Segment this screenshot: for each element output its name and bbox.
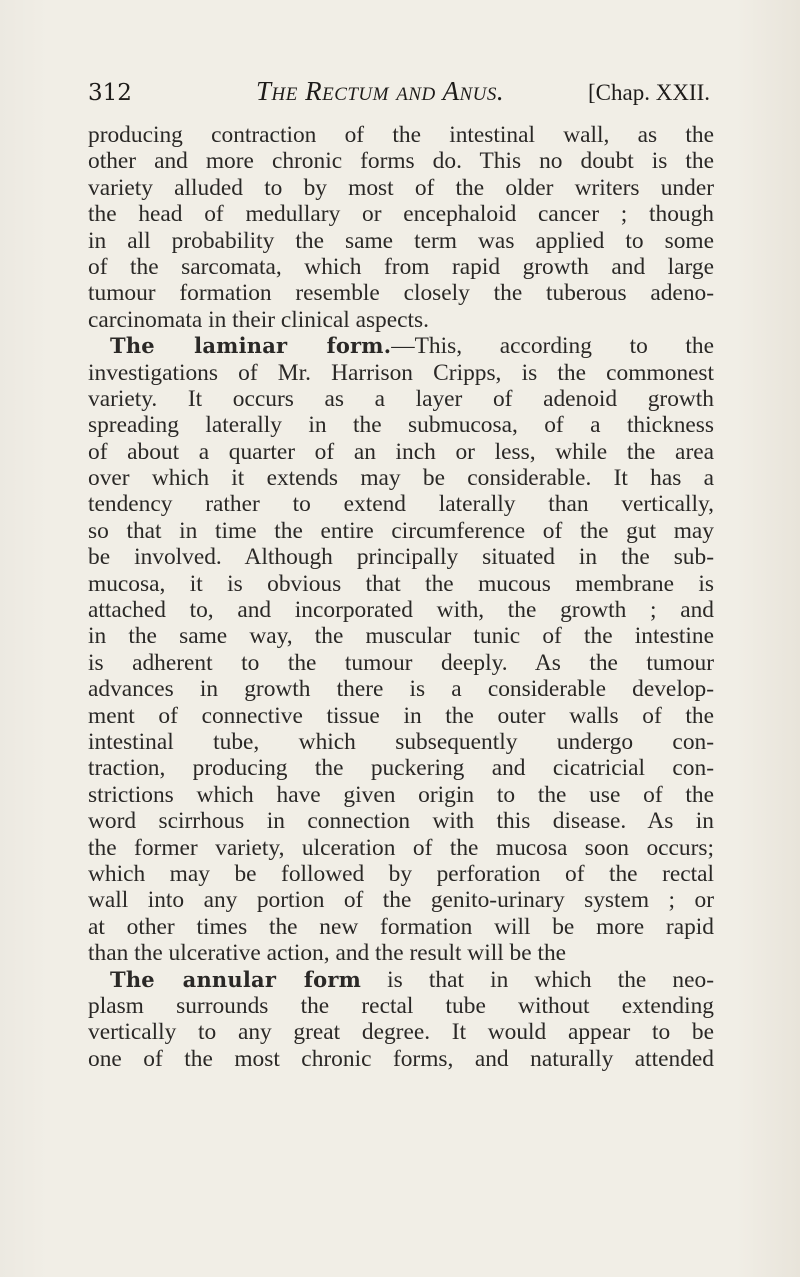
section-first-line-text: —This, according to the [391, 333, 715, 360]
section-first-line [88, 967, 714, 993]
text-line: spreading laterally in the submucosa, of a thickness [88, 412, 714, 439]
section-first-line-text: is that in which the neo- [361, 966, 714, 993]
text-line: other and more chronic forms do. This no doubt is the [88, 148, 714, 175]
text-line: intestinal tube, which subsequently undergo con- [88, 728, 714, 755]
text-line: ment of connective tissue in the outer walls of the [88, 702, 714, 729]
text-line: tendency rather to extend laterally than vertically, [88, 491, 714, 518]
text-line: in the same way, the muscular tunic of the intestine [88, 623, 714, 650]
section-first-line [88, 333, 714, 359]
text-line: variety alluded to by most of the older writers under [88, 174, 714, 201]
section-heading-laminar: The laminar form. [110, 333, 392, 359]
text-line: in all probability the same term was applied to some [88, 227, 714, 254]
text-line: vertically to any great degree. It would appear to be [88, 1019, 714, 1046]
text-line: advances in growth there is a considerable develop- [88, 676, 714, 703]
page-number: 312 [88, 80, 132, 106]
text-line: mucosa, it is obvious that the mucous membrane is [88, 570, 714, 597]
text-line: strictions which have given origin to the use of the [88, 781, 714, 808]
running-title: The Rectum and Anus. [256, 76, 505, 106]
text-line: of about a quarter of an inch or less, while the area [88, 438, 714, 465]
text-line: over which it extends may be considerable. It has a [88, 465, 714, 492]
text-line: variety. It occurs as a layer of adenoid growth [88, 385, 714, 412]
text-line: the former variety, ulceration of the mucosa soon occurs; [88, 834, 714, 861]
text-line: so that in time the entire circumference of the gut may [88, 517, 714, 544]
text-line: one of the most chronic forms, and naturally attended [88, 1045, 714, 1072]
text-line: carcinomata in their clinical aspects. [88, 306, 429, 333]
text-line: wall into any portion of the genito-urinary system ; or [88, 887, 714, 914]
text-line: attached to, and incorporated with, the growth ; and [88, 597, 714, 624]
text-line: plasm surrounds the rectal tube without extending [88, 992, 714, 1019]
text-line: traction, producing the puckering and cicatricial con- [88, 755, 714, 782]
text-line: word scirrhous in connection with this disease. As in [88, 808, 714, 835]
text-line: is adherent to the tumour deeply. As the tumour [88, 649, 714, 676]
text-line: at other times the new formation will be more rapid [88, 913, 714, 940]
chapter-reference: [Chap. XXII. [588, 80, 710, 105]
text-line: investigations of Mr. Harrison Cripps, is the commonest [88, 359, 714, 386]
text-line: tumour formation resemble closely the tuberous adeno- [88, 280, 714, 307]
text-line: which may be followed by perforation of the rectal [88, 860, 714, 887]
page-header [88, 74, 710, 114]
text-line: the head of medullary or encephaloid cancer ; though [88, 201, 714, 228]
section-heading-annular: The annular form [110, 966, 362, 992]
text-line: than the ulcerative action, and the result will be the [88, 940, 567, 967]
text-line: be involved. Although principally situated in the sub- [88, 544, 714, 571]
text-line: of the sarcomata, which from rapid growth and large [88, 253, 714, 280]
body-text [88, 122, 714, 1072]
text-line: producing contraction of the intestinal wall, as the [88, 122, 714, 148]
